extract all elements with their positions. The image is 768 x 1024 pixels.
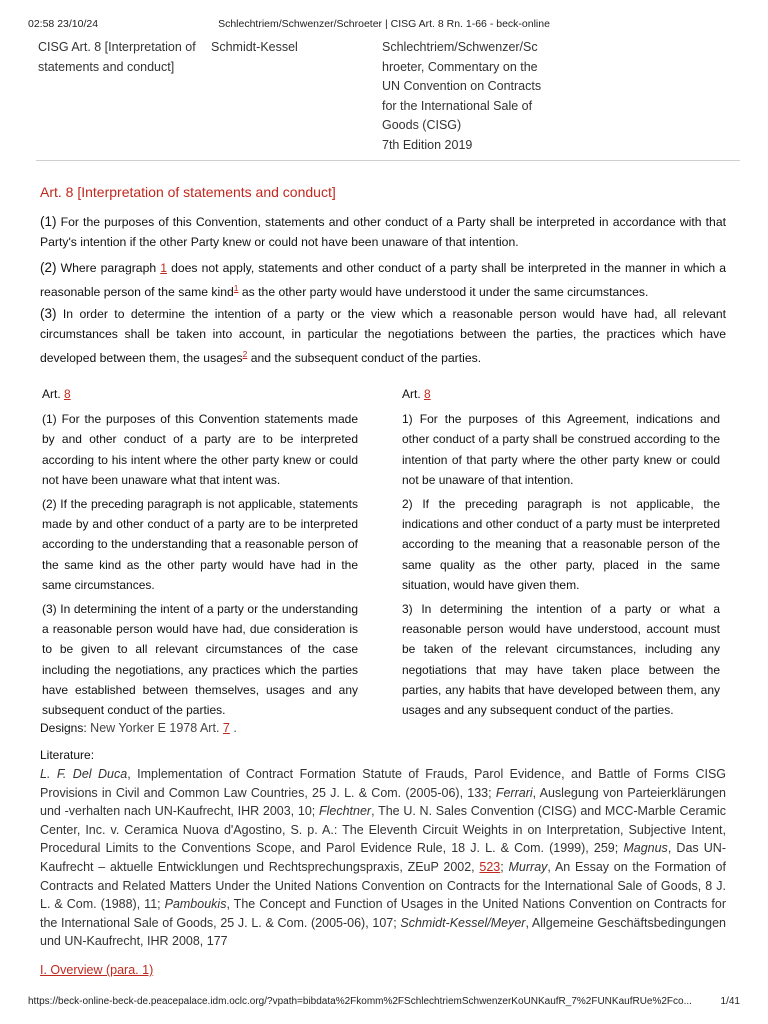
paragraph-link[interactable]: 1 <box>160 261 167 275</box>
meta-work <box>382 38 552 155</box>
paragraph-text: In order to determine the intention of a party or the view which a reasonable person would have had, all relevant circumstances shall be taken into account, in particular the negotiations between the parties, the practices which have developed between them, the usages <box>40 307 727 366</box>
lit-author: Magnus <box>623 841 668 856</box>
meta-work-line: for the International Sale of <box>382 98 533 113</box>
lit-text: , The U. N. Sales Convention (CISG) and MCC-Marble Ceramic Center, Inc. v. Ceramica Nuova d'Agostino, S. p. A.: The Eleventh Circuit Weights in on Interpretation, Subjective Intent, Procedural Limits to the Conventions Scope, and Parol Evidence Rule, 18 J. L. & Com. (1999), 259; <box>40 804 726 856</box>
translation-column-right <box>402 384 720 724</box>
lit-author: Murray <box>508 859 548 874</box>
print-header <box>28 18 740 32</box>
article-link[interactable]: 8 <box>64 387 71 401</box>
designs-end: . <box>233 721 237 735</box>
column-paragraph: 1) For the purposes of this Agreement, indications and other conduct of a party shall be construed according to the intention of that party where the other party knew or could not be unaware of that intention. <box>402 412 720 487</box>
lit-text: , Das UN-Kaufrecht – aktuelle Entwicklungen und Rechtsprechungspraxis, ZEuP 2002, <box>40 841 726 874</box>
column-heading <box>42 384 358 404</box>
paragraph-text: For the purposes of this Convention, statements and other conduct of a Party shall be interpreted in accordance with that Party's intention if the other Party knew or could not have been unaware of that intention. <box>40 215 726 249</box>
lit-author: Flechtner <box>318 804 372 819</box>
lit-author: Pamboukis <box>164 897 227 912</box>
lit-text: , An Essay on the Formation of Contracts and Related Matters Under the United Nations Convention on Contracts for the International Sale of Goods, 8 J. L. & Com. (1988), 11; <box>40 859 726 912</box>
designs-link[interactable]: 7 <box>222 721 230 735</box>
document-meta <box>36 38 740 161</box>
print-footer <box>28 996 740 1010</box>
column-paragraph: 3) In determining the intention of a party or what a reasonable person would have understood, account must be taken of the relevant circumstances, including any negotiations that may have taken place between the parties, any habits that have developed between them, any usages and any subsequent conduct of the parties. <box>402 602 720 718</box>
meta-work-line: Goods (CISG) <box>382 118 462 132</box>
column-paragraph: (3) In determining the intent of a party or the understanding a reasonable person would have had, due consideration is to be given to all relevant circumstances of the case including the negotiations, any practices which the parties have established between themselves, usages and any subsequent conduct of the parties. <box>42 602 358 718</box>
meta-work-line: 7th Edition 2019 <box>382 137 473 152</box>
lit-author: Ferrari <box>495 785 533 800</box>
lit-text: , The Concept and Function of Usages in the United Nations Convention on Contracts for the International Sale of Goods, 25 J. L. & Com. (2005-06), 107; <box>40 897 727 930</box>
paragraph-number: (1) <box>40 214 57 229</box>
paragraph-text: as the other party would have understood it under the same circumstances. <box>238 285 649 300</box>
translation-column-left <box>42 384 358 724</box>
paragraph-number: (3) <box>40 306 57 321</box>
paragraph-text: does not apply, statements and other conduct of a party shall be interpreted in the manner in which a reasonable person of the same kind <box>40 261 727 300</box>
lit-text: , Auslegung von Parteierklärungen und -verhalten nach UN-Kaufrecht, IHR 2003, 10; <box>40 785 726 819</box>
lit-author: Schmidt-Kessel/Meyer <box>400 915 526 930</box>
meta-work-line: Schlechtriem/Schwenzer/Sc <box>382 40 538 54</box>
designs-line <box>40 721 237 735</box>
lit-text: ; <box>500 859 509 874</box>
column-heading <box>402 384 720 404</box>
article-paragraph-1 <box>40 212 726 252</box>
article-paragraph-3 <box>40 304 726 368</box>
meta-work-line: UN Convention on Contracts <box>382 79 542 93</box>
lit-author: L. F. Del Duca <box>40 767 128 781</box>
paragraph-text: Where paragraph <box>60 261 161 275</box>
page-number: 1/41 <box>720 996 740 1007</box>
lit-text: , Implementation of Contract Formation Statute of Frauds, Parol Evidence, and Battle of Forms CISG Provisions in Civil and Common Law Countries, 25 J. L. & Com. (2005-06), 133; <box>40 767 727 800</box>
literature-label: Literature: <box>40 748 95 762</box>
literature-text <box>40 765 726 951</box>
column-heading-text: Art. <box>42 387 61 401</box>
paragraph-number: (2) <box>40 260 57 275</box>
designs-label: Designs: <box>40 721 87 735</box>
meta-work-line: hroeter, Commentary on the <box>382 59 538 74</box>
print-datetime: 02:58 23/10/24 <box>28 18 99 30</box>
lit-text: , Allgemeine Geschäftsbedingungen und UN-Kaufrecht, IHR 2008, 177 <box>40 915 726 949</box>
paragraph-text: and the subsequent conduct of the parties. <box>247 351 482 366</box>
column-paragraph: 2) If the preceding paragraph is not applicable, the indications and other conduct of a party must be interpreted according to the meaning that a reasonable person of the same quality as the other party, placed in the same situation, would have given them. <box>402 497 720 592</box>
overview-link[interactable]: I. Overview (para. 1) <box>40 963 154 977</box>
article-title: Art. 8 [Interpretation of statements and conduct] <box>40 184 336 200</box>
designs-text: New Yorker E 1978 Art. <box>90 721 220 735</box>
article-link[interactable]: 8 <box>424 387 431 401</box>
column-paragraph: (2) If the preceding paragraph is not applicable, statements made by and other conduct of a party are to be interpreted according to the understanding that a reasonable person of the same kind as the other party would have had in the same circumstances. <box>42 497 358 592</box>
page-title: Schlechtriem/Schwenzer/Schroeter | CISG Art. 8 Rn. 1-66 - beck-online <box>218 18 550 30</box>
column-heading-text: Art. <box>402 387 421 401</box>
footnote-link[interactable]: 2 <box>242 349 248 359</box>
article-paragraph-2 <box>40 258 726 302</box>
page-url: https://beck-online-beck-de.peacepalace.idm.oclc.org/?vpath=bibdata%2Fkomm%2FSchlechtriemSchwenzerKoUNKaufR_7%2FUNKaufRUe%2Fco... <box>28 996 692 1007</box>
meta-article: CISG Art. 8 [Interpretation of statements and conduct] <box>38 40 196 74</box>
footnote-link[interactable]: 1 <box>233 283 239 293</box>
lit-link[interactable]: 523 <box>479 859 501 874</box>
meta-author: Schmidt-Kessel <box>211 40 298 54</box>
column-paragraph: (1) For the purposes of this Convention statements made by and other conduct of a party are to be interpreted according to his intent where the other party knew or could not have been unaware what that intent was. <box>42 412 358 487</box>
